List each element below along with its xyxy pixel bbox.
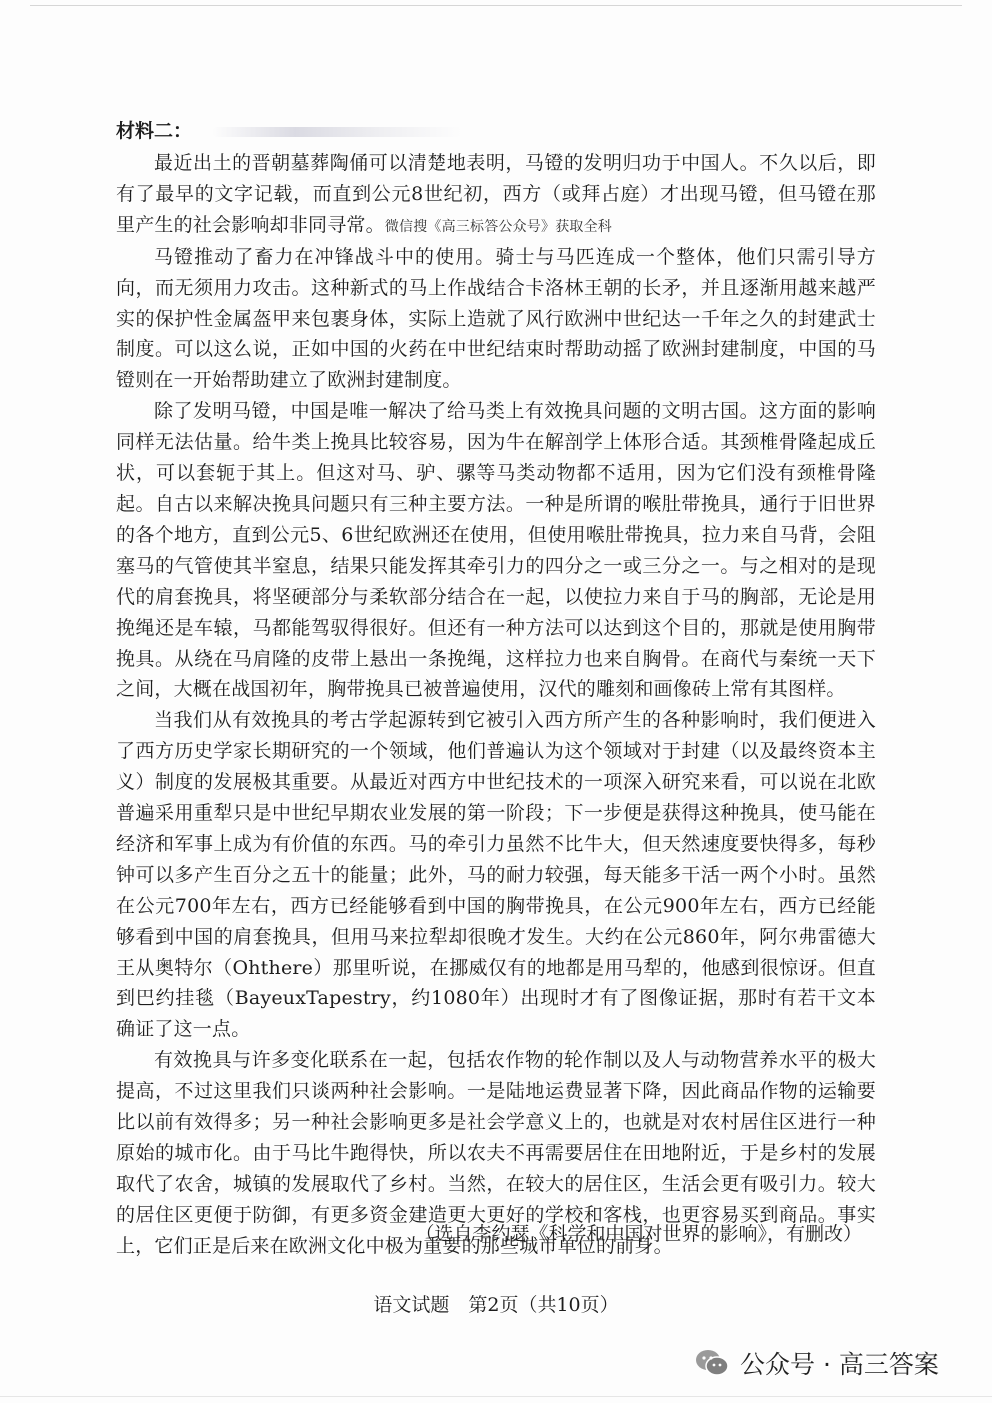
article-body — [116, 114, 876, 1262]
top-divider — [30, 5, 962, 6]
inline-note: 微信搜《高三标答公众号》获取全科 — [384, 217, 613, 234]
paragraph-1-text: 最近出土的晋朝墓葬陶俑可以清楚地表明，马镫的发明归功于中国人。不久以后，即有了最早的文字记载，而直到公元8世纪初，西方（或拜占庭）才出现马镫，但马镫在那里产生的社会影响却非同寻常。 — [116, 152, 876, 236]
bottom-divider — [0, 1396, 992, 1397]
material-heading — [116, 114, 876, 148]
source-citation: （选自李约瑟《科学和中国对世界的影响》，有删改） — [415, 1223, 862, 1245]
account-badge-label: 公众号 · 高三答案 — [740, 1350, 939, 1379]
page-footer: 语文试题 第2页（共10页） — [373, 1294, 619, 1316]
paragraph-1 — [116, 148, 876, 242]
wechat-icon — [694, 1347, 730, 1379]
account-badge — [694, 1343, 939, 1383]
paragraph-2: 马镫推动了畜力在冲锋战斗中的使用。骑士与马匹连成一个整体，他们只需引导方向，而无须用力攻击。这种新式的马上作战结合卡洛林王朝的长矛，并且逐渐用越来越严实的保护性金属盔甲来包裹身体，实际上造就了风行欧洲中世纪达一千年之久的封建武士制度。可以这么说，正如中国的火药在中世纪结束时帮助动摇了欧洲封建制度，中国的马镫则在一开始帮助建立了欧洲封建制度。 — [116, 245, 876, 392]
scan-smudge — [212, 127, 462, 137]
material-heading-label: 材料二： — [116, 120, 193, 142]
paragraph-5: 有效挽具与许多变化联系在一起，包括农作物的轮作制以及人与动物营养水平的极大提高，不过这里我们只谈两种社会影响。一是陆地运费显著下降，因此商品作物的运输要比以前有效得多；另一种社会影响更多是社会学意义上的，也就是对农村居住区进行一种原始的城市化。由于马比牛跑得快，所以农夫不再需要居住在田地附近，于是乡村的发展取代了农舍，城镇的发展取代了乡村。当然，在较大的居住区，生活会更有吸引力。较大的居住区更便于防御，有更多资金建造更大更好的学校和客栈，也更容易买到商品。事实上，它们正是后来在欧洲文化中极为重要的那些城市单位的前身。 — [116, 1049, 876, 1257]
paragraph-4: 当我们从有效挽具的考古学起源转到它被引入西方所产生的各种影响时，我们便进入了西方历史学家长期研究的一个领域，他们普遍认为这个领域对于封建（以及最终资本主义）制度的发展极其重要。从最近对西方中世纪技术的一项深入研究来看，可以说在北欧普遍采用重犁只是中世纪早期农业发展的第一阶段；下一步便是获得这种挽具，使马能在经济和军事上成为有价值的东西。马的牵引力虽然不比牛大，但天然速度要快得多，每秒钟可以多产生百分之五十的能量；此外，马的耐力较强，每天能多干活一两个小时。虽然在公元700年左右，西方已经能够看到中国的胸带挽具，在公元900年左右，西方已经能够看到中国的肩套挽具，但用马来拉犁却很晚才发生。大约在公元860年，阿尔弗雷德大王从奥特尔（Ohthere）那里听说，在挪威仅有的地都是用马犁的，他感到很惊讶。但直到巴约挂毯（BayeuxTapestry，约1080年）出现时才有了图像证据，那时有若干文本确证了这一点。 — [116, 709, 876, 1041]
paragraph-3: 除了发明马镫，中国是唯一解决了给马类上有效挽具问题的文明古国。这方面的影响同样无法估量。给牛类上挽具比较容易，因为牛在解剖学上体形合适。其颈椎骨隆起成丘状，可以套轭于其上。但这对马、驴、骡等马类动物都不适用，因为它们没有颈椎骨隆起。自古以来解决挽具问题只有三种主要方法。一种是所谓的喉肚带挽具，通行于旧世界的各个地方，直到公元5、6世纪欧洲还在使用，但使用喉肚带挽具，拉力来自马背，会阻塞马的气管使其半窒息，结果只能发挥其牵引力的四分之一或三分之一。与之相对的是现代的肩套挽具，将坚硬部分与柔软部分结合在一起，以使拉力来自于马的胸部，无论是用挽绳还是车辕，马都能驾驭得很好。但还有一种方法可以达到这个目的，那就是使用胸带挽具。从绕在马肩隆的皮带上悬出一条挽绳，这样拉力也来自胸骨。在商代与秦统一天下之间，大概在战国初年，胸带挽具已被普遍使用，汉代的雕刻和画像砖上常有其图样。 — [116, 400, 876, 701]
